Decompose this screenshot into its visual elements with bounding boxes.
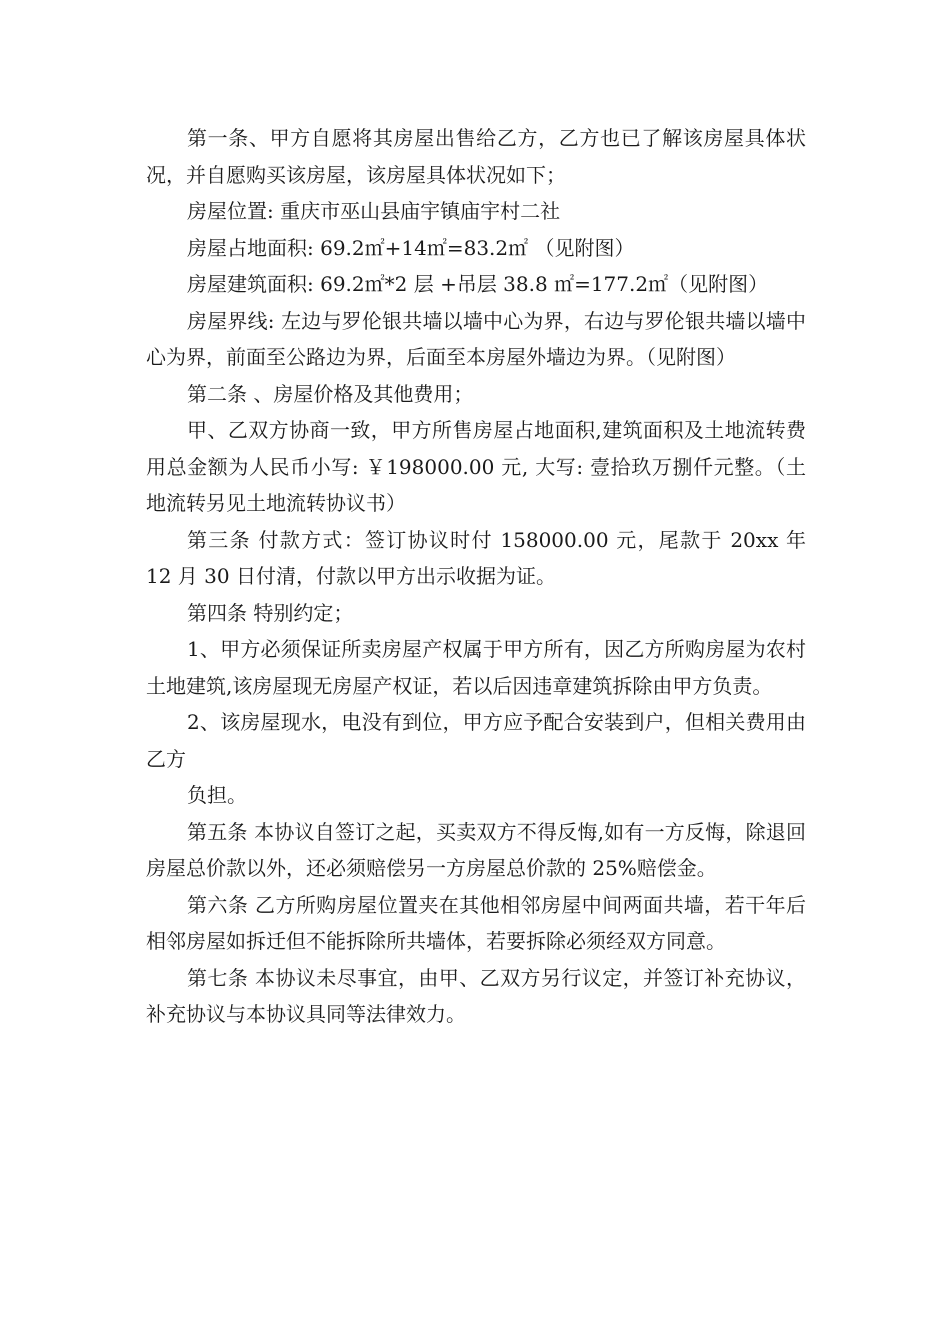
paragraph-house-location: 房屋位置: 重庆市巫山县庙宇镇庙宇村二社 — [187, 199, 561, 223]
paragraph-boundary: 房屋界线: 左边与罗伦银共墙以墙中心为界，右边与罗伦银共墙以墙中心为界，前面至公路边为界，后面至本房屋外墙边为界。（见附图） — [146, 308, 806, 369]
paragraph-land-area: 房屋占地面积: 69.2㎡+14㎡=83.2㎡ （见附图） — [187, 235, 635, 260]
paragraph-clause-2-cont: 负担。 — [187, 783, 247, 807]
paragraph-building-area: 房屋建筑面积: 69.2㎡*2 层 +吊层 38.8 ㎡=177.2㎡（见附图） — [187, 272, 769, 296]
paragraph-article-4: 第四条 特别约定； — [187, 600, 354, 625]
paragraph-article-7: 第七条 本协议未尽事宜，由甲、乙双方另行议定，并签订补充协议，补充协议与本协议具同等法律效力。 — [146, 965, 806, 1026]
paragraph-article-1: 第一条、甲方自愿将其房屋出售给乙方，乙方也已了解该房屋具体状况，并自愿购买该房屋，该房屋具体状况如下； — [146, 126, 806, 187]
document-body — [146, 120, 806, 1033]
paragraph-clause-2: 2、该房屋现水，电没有到位，甲方应予配合安装到户，但相关费用由乙方 — [146, 710, 806, 771]
paragraph-price: 甲、乙双方协商一致，甲方所售房屋占地面积,建筑面积及土地流转费用总金额为人民币小写: ￥198000.00 元, 大写: 壹拾玖万捌仟元整。（土地流转另见土地流转协议书） — [146, 418, 806, 515]
paragraph-article-6: 第六条 乙方所购房屋位置夹在其他相邻房屋中间两面共墙，若干年后相邻房屋如拆迁但不能拆除所共墙体，若要拆除必须经双方同意。 — [146, 892, 806, 953]
paragraph-article-5: 第五条 本协议自签订之起，买卖双方不得反悔,如有一方反悔，除退回房屋总价款以外，还必须赔偿另一方房屋总价款的 25%赔偿金。 — [146, 819, 806, 880]
paragraph-article-2: 第二条 、房屋价格及其他费用； — [187, 381, 474, 406]
paragraph-article-3: 第三条 付款方式：签订协议时付 158000.00 元，尾款于 20xx 年 12 月 30 日付清，付款以甲方出示收据为证。 — [146, 527, 806, 588]
paragraph-clause-1: 1、甲方必须保证所卖房屋产权属于甲方所有，因乙方所购房屋为农村土地建筑,该房屋现无房屋产权证，若以后因违章建筑拆除由甲方负责。 — [146, 637, 806, 698]
